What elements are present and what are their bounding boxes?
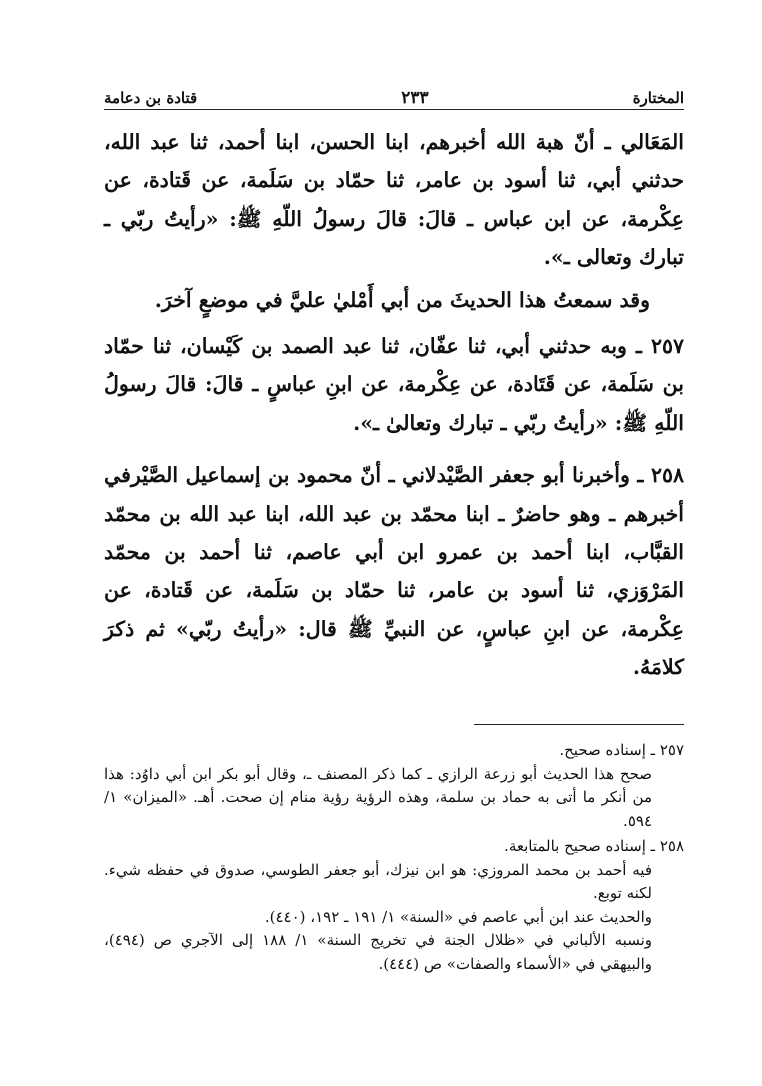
footnote-258-body: والحديث عند ابن أبي عاصم في «السنة» ١/ ١٩١ ـ ١٩٢، (٤٤٠). [264, 907, 652, 926]
hadith-text: ـ وبه حدثني أبي، ثنا عفّان، ثنا عبد الصمد بن كَيْسان، ثنا حمّاد بن سَلَمة، عن قَتَادة، عن عِكْرمة، عن ابنِ عباسٍ ـ قالَ: قالَ رسولُ اللّهِ ﷺ: «رأيتُ ربّي ـ تبارك وتعالىٰ ـ». [104, 334, 684, 435]
section-title: قتادة بن دعامة [104, 89, 198, 107]
footnote-258-body: فيه أحمد بن محمد المروزي: هو ابن نيزك، أبو جعفر الطوسي، صدوق في حفظه شيء. لكنه توبع. [104, 860, 652, 902]
hadith-258 [104, 456, 684, 686]
footnote-258-heading: ٢٥٨ ـ إسناده صحيح بالمتابعة. [504, 837, 684, 855]
hadith-257 [104, 327, 684, 442]
hadith-text: ـ وأخبرنا أبو جعفر الصَّيْدلاني ـ أنّ محمود بن إسماعيل الصَّيْرفي أخبرهم ـ وهو حاضرٌ ـ ابنا محمّد بن عبد الله، ابنا عبد الله بن محمّد القبَّاب، ابنا أحمد بن عمرو ابن أبي عاصم، ثنا أحمد بن محمّد المَرْوَزي، ثنا أسود بن عامر، ثنا حمّاد بن سَلَمة، عن قَتادة، عن عِكْرمة، عن ابنِ عباسٍ، عن النبيِّ ﷺ قال: «رأيتُ ربّي» ثم ذكرَ كلامَهُ. [104, 463, 684, 680]
book-title: المختارة [632, 89, 684, 107]
footnote-258-body: ونسبه الألباني في «ظلال الجنة في تخريج السنة» ١/ ١٨٨ إلى الآجري ص (٤٩٤)، والبيهقي في «الأسماء والصفات» ص (٤٤٤). [104, 931, 653, 973]
paragraph-chain-continued: المَعَالي ـ أنّ هبة الله أخبرهم، ابنا الحسن، ابنا أحمد، ثنا عبد الله، حدثني أبي، ثنا أسود بن عامر، ثنا حمّاد بن سَلَمة، عن قَتادة، عن عِكْرمة، عن ابن عباس ـ قالَ: قالَ رسولُ اللّهِ ﷺ: «رأيتُ ربّي ـ تبارك وتعالى ـ». [104, 130, 684, 270]
hadith-number: ٢٥٨ [650, 463, 684, 488]
footnotes [104, 739, 684, 976]
paragraph-note: وقد سمعتُ هذا الحديثَ من أبي أَمْليٰ عليَّ في موضعٍ آخرَ. [154, 287, 650, 312]
main-text [104, 123, 684, 687]
page-number: ٢٣٣ [401, 88, 429, 108]
footnote-divider [474, 724, 684, 725]
footnote-257-body: صحح هذا الحديث أبو زرعة الرازي ـ كما ذكر المصنف ـ، وقال أبو بكر ابن أبي داوُد: هذا من أنكر ما أتى به حماد بن سلمة، وهذه الرؤية رؤية منام إن صحت. أهـ. «الميزان» ١/ ٥٩٤. [104, 764, 652, 830]
footnote-257-heading: ٢٥٧ ـ إسناده صحيح. [559, 741, 684, 759]
header-divider [104, 109, 684, 110]
page-header [104, 70, 684, 110]
hadith-number: ٢٥٧ [650, 334, 684, 359]
